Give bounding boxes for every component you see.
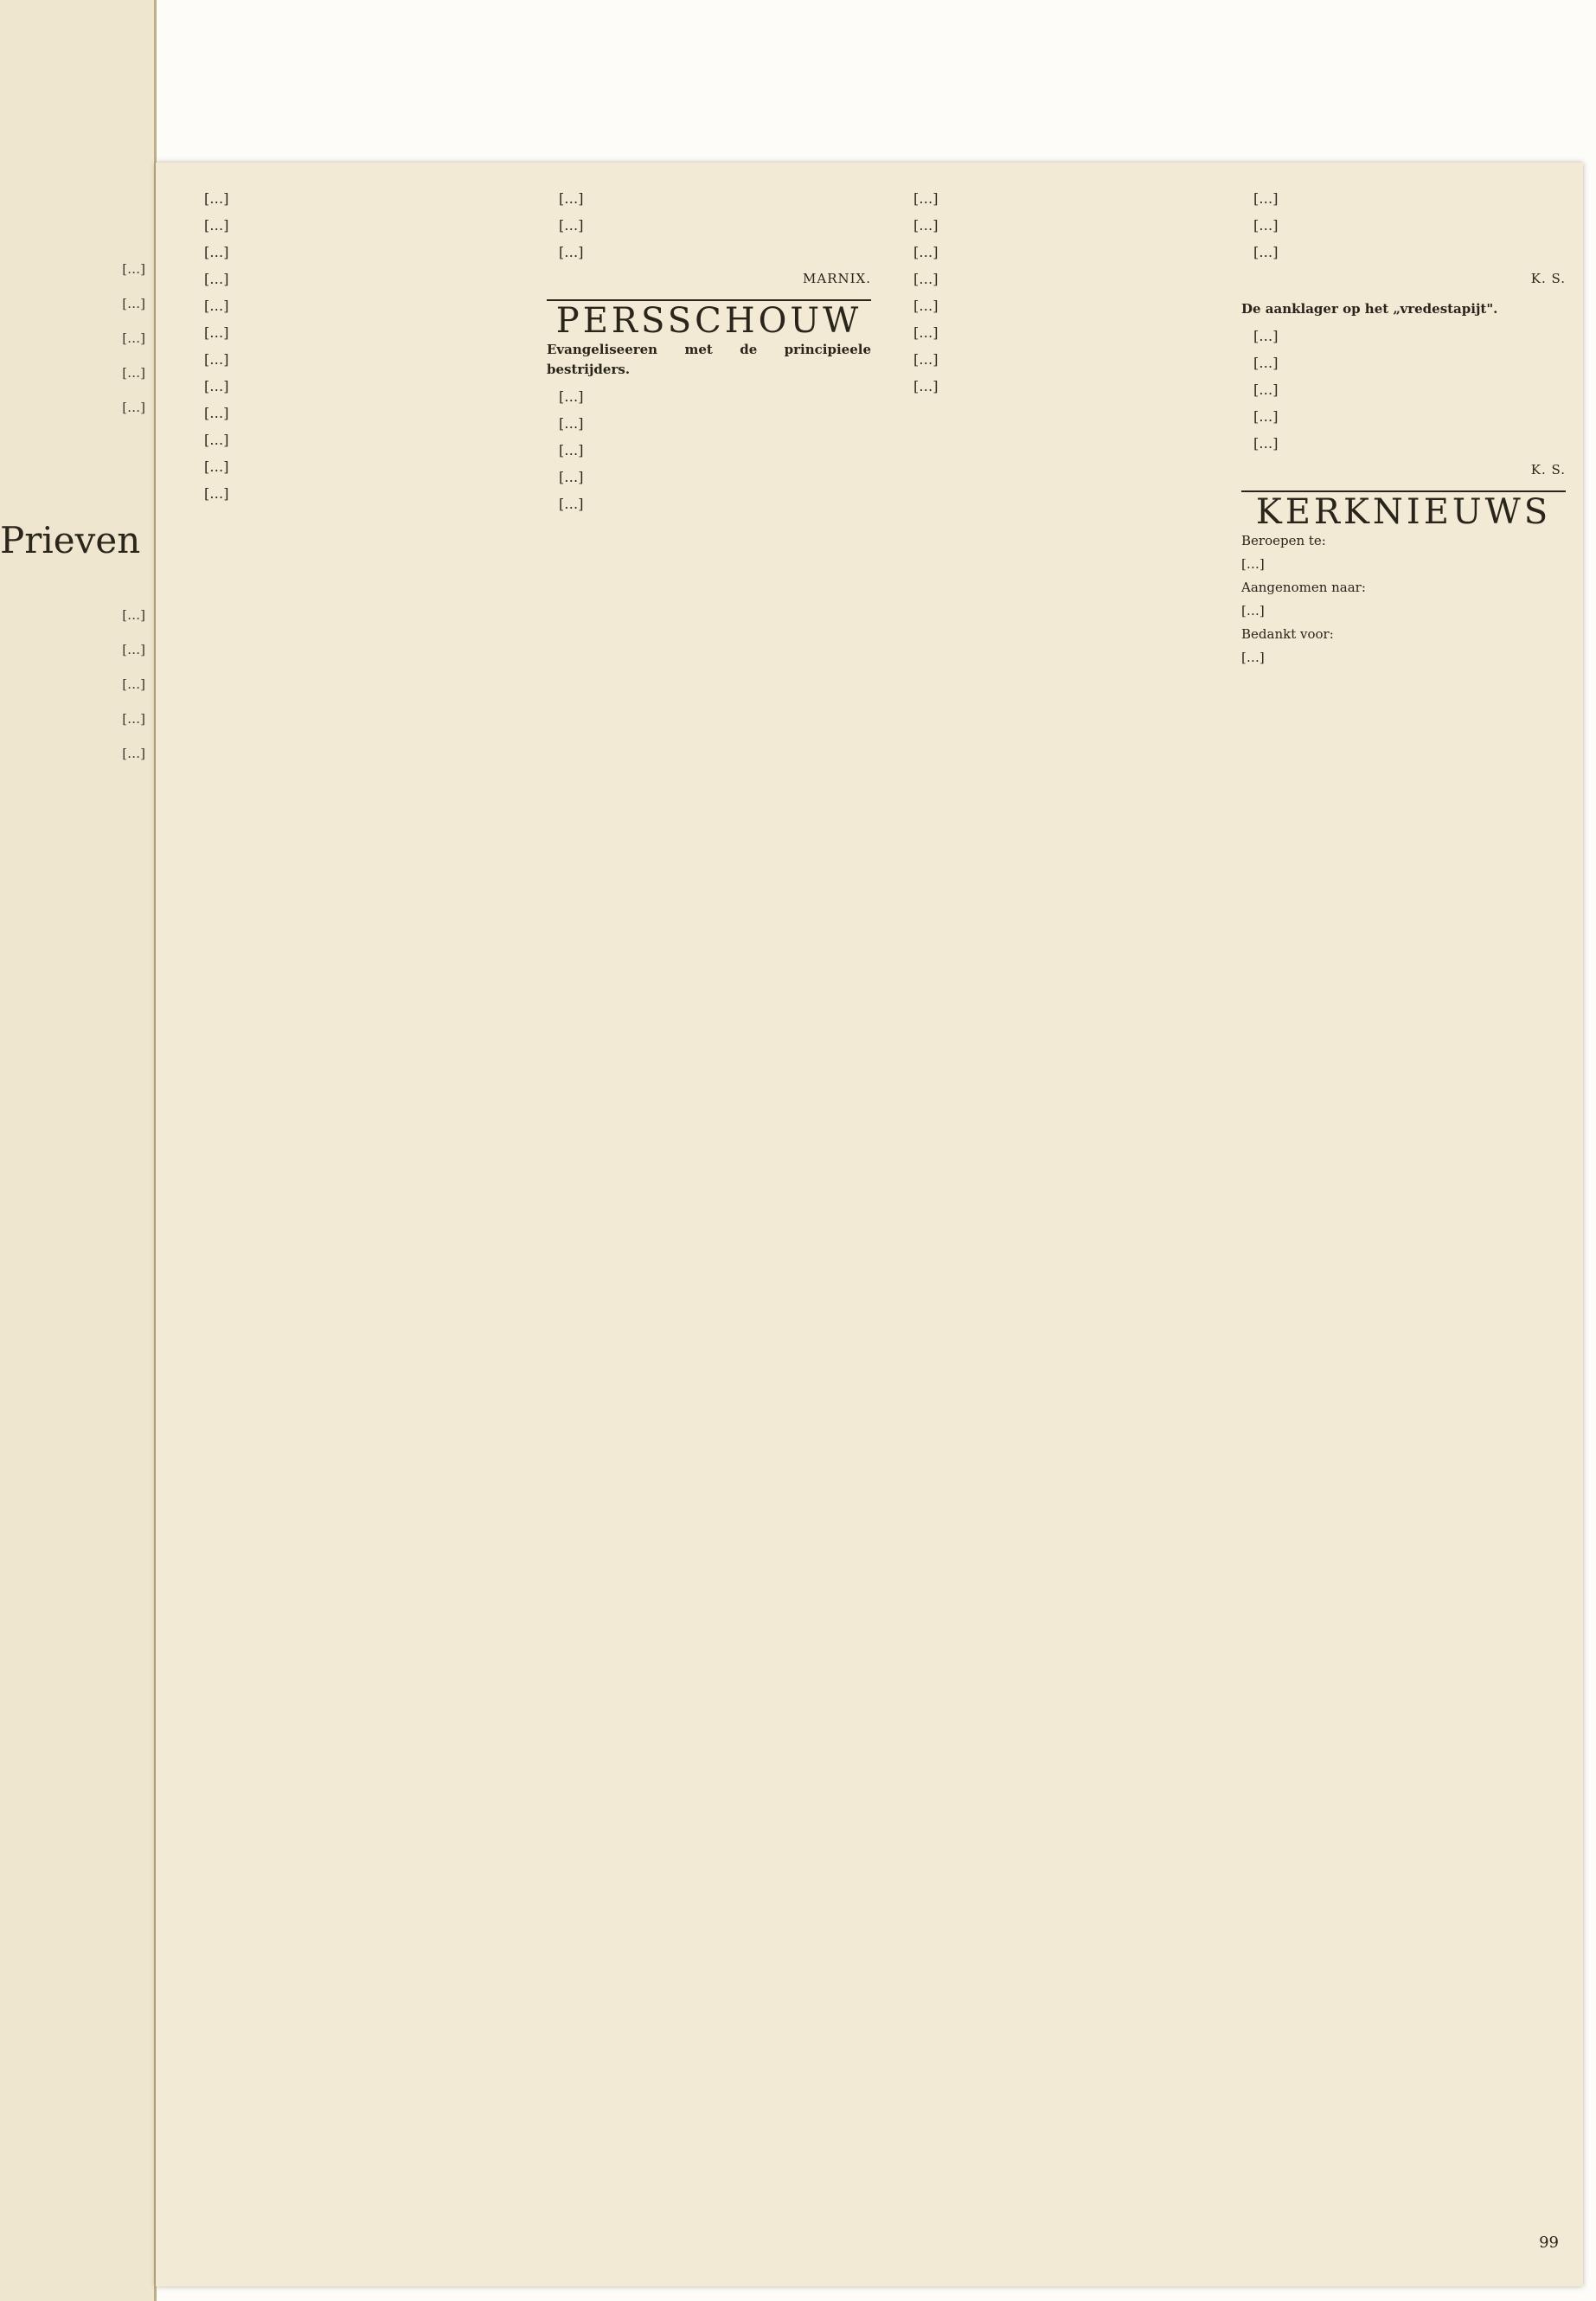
news-list-line: […] [1241,603,1265,619]
paragraph: […] [204,244,229,260]
article-signature: K. S. [1530,271,1566,286]
paragraph: […] [1253,190,1279,207]
paragraph: […] [913,244,939,260]
paragraph: […] [559,217,584,234]
paragraph: […] [204,378,229,394]
paragraph: […] [1253,217,1279,234]
paragraph: […] [204,405,229,421]
paragraph: […] [204,271,229,287]
paragraph: […] [204,298,229,314]
prev-text-line: […] [122,607,145,623]
previous-page-edge [0,0,157,2301]
paragraph: […] [559,415,584,432]
paragraph: […] [204,324,229,341]
news-list-line: Beroepen te: [1241,533,1326,548]
prev-text-line: […] [122,296,145,311]
prev-text-line: […] [122,261,145,277]
section-heading-kerknieuws: KERKNIEUWS [1255,492,1552,532]
article-signature: MARNIX. [803,271,871,286]
paragraph: […] [559,388,584,405]
paragraph: […] [204,485,229,502]
article-signature: K. S. [1530,462,1566,478]
paragraph: […] [913,324,939,341]
paragraph: […] [204,190,229,207]
column-2 [547,189,871,2247]
article-subheading: Evangeliseeren met de principieele bestrijders. [547,342,871,377]
paragraph: […] [559,244,584,260]
news-list-line: […] [1241,556,1265,572]
page-number: 99 [1539,2234,1559,2252]
paragraph: […] [1253,328,1279,344]
paragraph: […] [559,496,584,512]
article-subheading: De aanklager op het „vredestapijt". [1241,301,1498,317]
newspaper-page [156,163,1583,2286]
section-heading-persschouw: PERSSCHOUW [555,301,862,341]
paragraph: […] [204,217,229,234]
paragraph: […] [559,469,584,485]
prev-text-line: […] [122,330,145,346]
prev-heading-fragment: Prieven [0,519,141,561]
news-list-line: Aangenomen naar: [1241,580,1366,595]
paragraph: […] [1253,244,1279,260]
paragraph: […] [1253,381,1279,398]
column-3 [901,189,1226,2247]
prev-text-line: […] [122,365,145,381]
prev-text-line: […] [122,400,145,415]
paragraph: […] [559,190,584,207]
news-list-line: Bedankt voor: [1241,626,1334,642]
paragraph: […] [204,458,229,475]
paragraph: […] [1253,355,1279,371]
paragraph: […] [913,271,939,287]
news-list-line: […] [1241,650,1265,665]
column-1 [192,189,516,2247]
paragraph: […] [559,442,584,458]
paragraph: […] [1253,435,1279,452]
paragraph: […] [913,351,939,368]
paragraph: […] [913,217,939,234]
prev-text-line: […] [122,642,145,657]
prev-text-line: […] [122,746,145,761]
paragraph: […] [204,351,229,368]
paragraph: […] [913,298,939,314]
paragraph: […] [913,190,939,207]
paragraph: […] [913,378,939,394]
prev-text-line: […] [122,711,145,727]
paragraph: […] [204,432,229,448]
prev-text-line: […] [122,676,145,692]
paragraph: […] [1253,408,1279,425]
column-4 [1241,189,1566,2247]
